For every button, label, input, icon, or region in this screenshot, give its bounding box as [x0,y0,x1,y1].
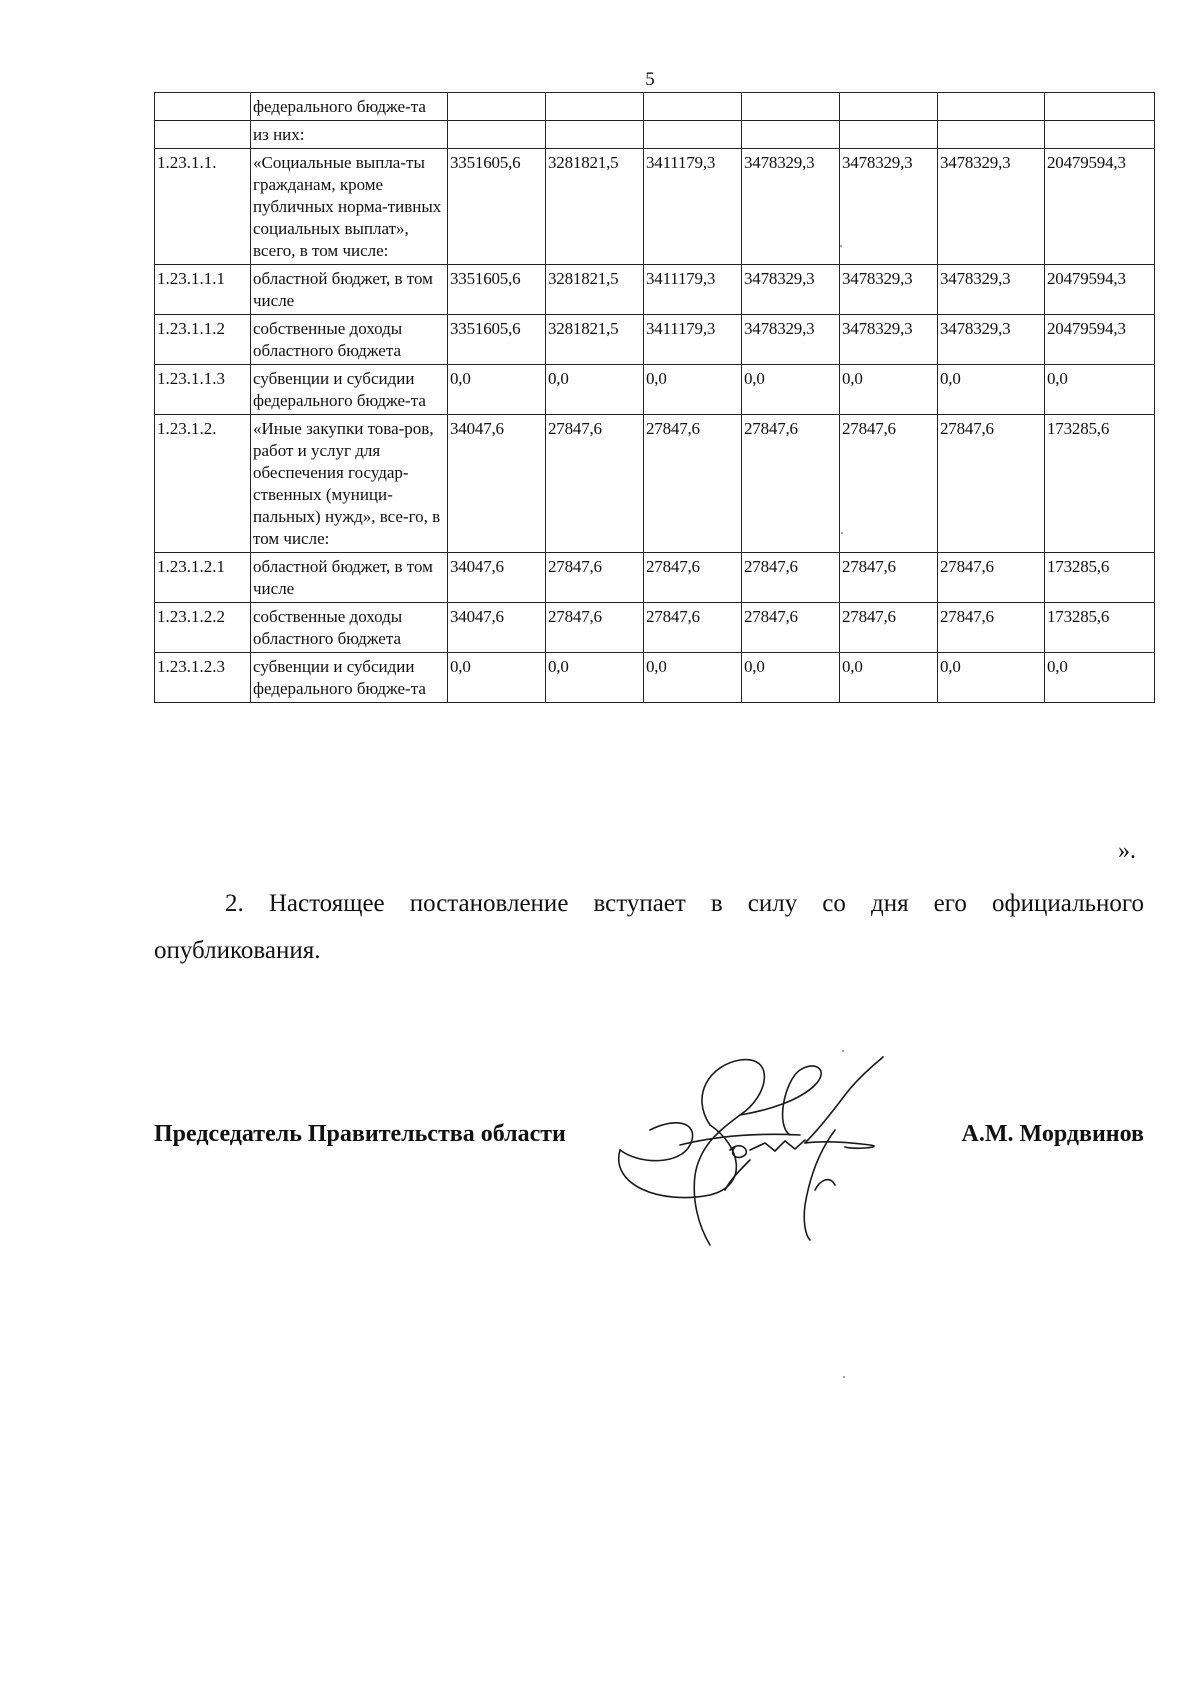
value-cell: 3281821,5 [546,265,644,315]
value-cell: 0,0 [1045,365,1155,415]
row-code-cell [155,93,251,121]
value-cell: 3351605,6 [448,265,546,315]
value-cell: 27847,6 [644,415,742,553]
value-cell: 27847,6 [644,553,742,603]
value-cell: 20479594,3 [1045,265,1155,315]
row-name-cell: собственные доходы областного бюджета [251,603,448,653]
row-name-cell: «Иные закупки това-ров, работ и услуг для обеспечения государ-ственных (муници-пальных) нужд», все-го, в том числе: [251,415,448,553]
scan-speck [842,1050,844,1052]
table-row [155,653,1155,703]
row-code-cell: 1.23.1.2.1 [155,553,251,603]
value-cell [546,121,644,149]
value-cell: 0,0 [448,653,546,703]
value-cell [938,93,1045,121]
value-cell: 0,0 [546,365,644,415]
value-cell: 0,0 [448,365,546,415]
row-code-cell: 1.23.1.2. [155,415,251,553]
row-code-cell: 1.23.1.1.3 [155,365,251,415]
row-code-cell [155,121,251,149]
value-cell: 3478329,3 [938,265,1045,315]
row-name-cell: собственные доходы областного бюджета [251,315,448,365]
row-code-cell: 1.23.1.1.2 [155,315,251,365]
value-cell [1045,93,1155,121]
value-cell [644,93,742,121]
value-cell: 0,0 [1045,653,1155,703]
value-cell: 3478329,3 [840,265,938,315]
value-cell: 173285,6 [1045,553,1155,603]
value-cell [938,121,1045,149]
value-cell: 3351605,6 [448,149,546,265]
value-cell: 173285,6 [1045,603,1155,653]
value-cell: 27847,6 [938,415,1045,553]
value-cell [546,93,644,121]
empty-cell [448,93,546,121]
value-cell [840,93,938,121]
effective-date-paragraph: 2. Настоящее постановление вступает в силу со дня его официального опубликования. [154,890,1144,964]
value-cell: 0,0 [546,653,644,703]
value-cell: 20479594,3 [1045,315,1155,365]
table-row [155,553,1155,603]
handwritten-signature [600,1055,960,1255]
value-cell: 27847,6 [840,603,938,653]
value-cell: 27847,6 [546,603,644,653]
value-cell: 3478329,3 [742,315,840,365]
value-cell: 27847,6 [840,415,938,553]
value-cell: 27847,6 [742,553,840,603]
value-cell: 3351605,6 [448,315,546,365]
closing-quote: ». [1118,838,1136,864]
value-cell: 34047,6 [448,553,546,603]
value-cell: 0,0 [742,653,840,703]
table-row [155,315,1155,365]
value-cell: 0,0 [644,653,742,703]
table-row [155,603,1155,653]
value-cell: 3281821,5 [546,315,644,365]
row-code-cell: 1.23.1.2.2 [155,603,251,653]
value-cell: 3478329,3 [938,149,1045,265]
table-row [155,415,1155,553]
table-row [155,121,1155,149]
value-cell: 27847,6 [546,415,644,553]
value-cell: 27847,6 [938,553,1045,603]
value-cell [644,121,742,149]
value-cell: 3281821,5 [546,149,644,265]
row-name-cell: областной бюджет, в том числе [251,553,448,603]
value-cell [742,93,840,121]
row-name-cell: субвенции и субсидии федерального бюдже-та [251,365,448,415]
value-cell: 27847,6 [742,603,840,653]
table-row [155,93,1155,121]
scan-speck [843,1376,845,1378]
value-cell: 3478329,3 [742,149,840,265]
value-cell: 0,0 [644,365,742,415]
value-cell: 27847,6 [840,553,938,603]
value-cell: 3411179,3 [644,149,742,265]
signatory-position: Председатель Правительства области [154,1121,566,1147]
row-name-cell: из них: [251,121,448,149]
row-code-cell: 1.23.1.1. [155,149,251,265]
row-name-cell: «Социальные выпла-ты гражданам, кроме публичных норма-тивных социальных выплат», всего, в том числе: [251,149,448,265]
value-cell: 0,0 [938,365,1045,415]
table-row [155,265,1155,315]
value-cell: 27847,6 [742,415,840,553]
row-code-cell: 1.23.1.2.3 [155,653,251,703]
value-cell: 3478329,3 [938,315,1045,365]
table-row [155,149,1155,265]
value-cell: 0,0 [840,653,938,703]
row-name-cell: областной бюджет, в том числе [251,265,448,315]
value-cell [840,121,938,149]
table-row [155,365,1155,415]
value-cell: 173285,6 [1045,415,1155,553]
row-code-cell: 1.23.1.1.1 [155,265,251,315]
value-cell: 0,0 [840,365,938,415]
scan-speck [841,532,843,534]
row-name-cell: субвенции и субсидии федерального бюдже-та [251,653,448,703]
value-cell: 0,0 [938,653,1045,703]
value-cell: 3411179,3 [644,315,742,365]
value-cell: 34047,6 [448,415,546,553]
value-cell: 3411179,3 [644,265,742,315]
value-cell [742,121,840,149]
value-cell [1045,121,1155,149]
value-cell: 27847,6 [938,603,1045,653]
scan-speck [840,245,842,247]
value-cell: 34047,6 [448,603,546,653]
value-cell: 3478329,3 [840,149,938,265]
page-number: 5 [645,69,655,90]
value-cell: 27847,6 [546,553,644,603]
value-cell: 20479594,3 [1045,149,1155,265]
value-cell: 0,0 [742,365,840,415]
value-cell: 27847,6 [644,603,742,653]
row-name-cell: федерального бюдже-та [251,93,448,121]
signatory-name: А.М. Мордвинов [961,1121,1144,1147]
value-cell: 3478329,3 [840,315,938,365]
value-cell: 3478329,3 [742,265,840,315]
value-cell [448,121,546,149]
budget-table [154,92,1155,703]
